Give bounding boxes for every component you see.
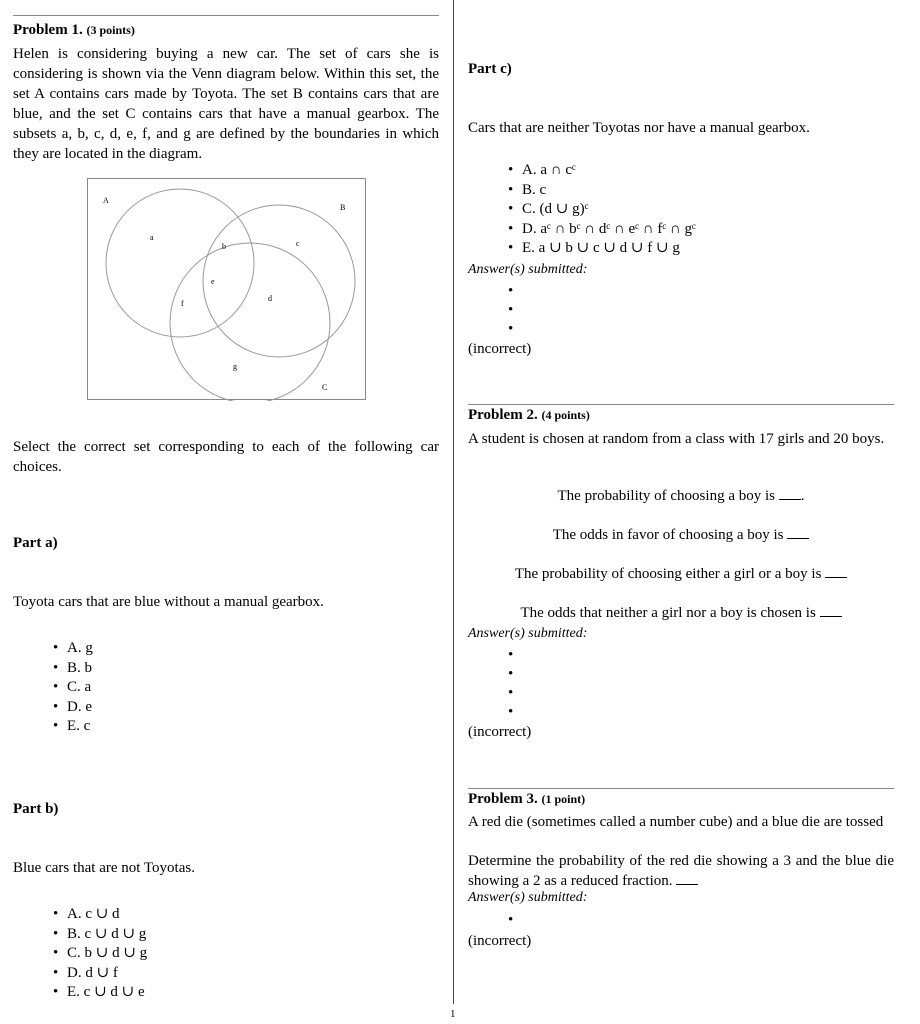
venn-diagram bbox=[87, 178, 366, 400]
part-b-option-e: • E. c ∪ d ∪ e bbox=[53, 983, 147, 1003]
problem2-question-1: The probability of choosing a boy is . bbox=[557, 488, 805, 504]
problem3-answers-label: Answer(s) submitted: bbox=[468, 890, 588, 905]
problem2-question-4: The odds that neither a girl nor a boy is chosen is bbox=[468, 604, 894, 622]
part-a-option-b: • B. b bbox=[53, 659, 93, 679]
problem2-answer-bullet-4: • bbox=[508, 704, 514, 720]
part-a-options bbox=[53, 639, 93, 737]
part-b-question: Blue cars that are not Toyotas. bbox=[13, 860, 195, 876]
venn-region-e: e bbox=[211, 277, 215, 286]
part-c-question: Cars that are neither Toyotas nor have a manual gearbox. bbox=[468, 120, 810, 136]
problem3-question: Determine the probability of the red die showing a 3 and the blue die showing a 2 as a reduced fraction. bbox=[468, 853, 894, 889]
part-b-options bbox=[53, 905, 147, 1003]
part-c-option-a: • A. a ∩ cᶜ bbox=[508, 161, 696, 181]
problem3-rule bbox=[468, 788, 894, 789]
problem3-intro: A red die (sometimes called a number cube) and a blue die are tossed bbox=[468, 814, 884, 830]
answer-blank[interactable] bbox=[676, 872, 698, 885]
column-divider bbox=[453, 0, 454, 1004]
problem1-intro: Helen is considering buying a new car. The set of cars she is considering is shown via the Venn diagram below. Within this set, the set A contains cars made by Toyota. The set B contains cars that are blue, and the set C contains cars that have a manual gearbox. The subsets a, b, c, d, e, f, and g are defined by the boundaries in which they are located in the diagram. bbox=[13, 46, 439, 162]
venn-region-g: g bbox=[233, 362, 237, 371]
part-c-title: Part c) bbox=[468, 61, 512, 77]
part-c-answer-bullet-3: • bbox=[508, 321, 514, 337]
problem1-instruction: Select the correct set corresponding to each of the following car choices. bbox=[13, 439, 439, 475]
part-b-title: Part b) bbox=[13, 801, 59, 817]
problem2-question-3: The probability of choosing either a girl or a boy is bbox=[468, 565, 894, 583]
problem2-question-2: The odds in favor of choosing a boy is bbox=[468, 526, 894, 544]
problem2-title: Problem 2. (4 points) bbox=[468, 407, 590, 423]
problem2-answers-label: Answer(s) submitted: bbox=[468, 626, 588, 641]
venn-svg bbox=[88, 179, 367, 401]
part-b-option-a: • A. c ∪ d bbox=[53, 905, 147, 925]
part-b-option-c: • C. b ∪ d ∪ g bbox=[53, 944, 147, 964]
part-a-title: Part a) bbox=[13, 535, 58, 551]
part-a-option-a: • A. g bbox=[53, 639, 93, 659]
part-c-status: (incorrect) bbox=[468, 341, 532, 357]
answer-blank[interactable] bbox=[787, 526, 809, 539]
part-c-answers-label: Answer(s) submitted: bbox=[468, 262, 588, 277]
venn-region-f: f bbox=[181, 299, 184, 308]
venn-region-d: d bbox=[268, 294, 272, 303]
problem1-rule bbox=[13, 15, 439, 16]
venn-circle-b bbox=[203, 205, 355, 357]
problem2-answer-bullet-1: • bbox=[508, 647, 514, 663]
problem1-title: Problem 1. (3 points) bbox=[13, 22, 135, 38]
venn-region-c: c bbox=[296, 239, 300, 248]
answer-blank[interactable] bbox=[825, 565, 847, 578]
problem2-status: (incorrect) bbox=[468, 724, 532, 740]
part-c-option-c: • C. (d ∪ g)ᶜ bbox=[508, 200, 696, 220]
problem3-title: Problem 3. (1 point) bbox=[468, 791, 586, 807]
problem2-rule bbox=[468, 404, 894, 405]
venn-set-label-b: B bbox=[340, 203, 346, 212]
part-a-question: Toyota cars that are blue without a manual gearbox. bbox=[13, 594, 324, 610]
part-a-option-c: • C. a bbox=[53, 678, 93, 698]
venn-region-b: b bbox=[222, 242, 226, 251]
answer-blank[interactable] bbox=[779, 487, 801, 500]
problem2-answer-bullet-3: • bbox=[508, 685, 514, 701]
part-c-option-d: • D. aᶜ ∩ bᶜ ∩ dᶜ ∩ eᶜ ∩ fᶜ ∩ gᶜ bbox=[508, 220, 696, 240]
part-c-options bbox=[508, 161, 696, 259]
venn-circle-a bbox=[106, 189, 254, 337]
part-a-option-d: • D. e bbox=[53, 698, 93, 718]
page-number: 1 bbox=[450, 1008, 456, 1020]
problem3-status: (incorrect) bbox=[468, 933, 532, 949]
part-c-answer-bullet-2: • bbox=[508, 302, 514, 318]
problem2-answer-bullet-2: • bbox=[508, 666, 514, 682]
problem3-answer-bullet-1: • bbox=[508, 912, 514, 928]
part-b-option-b: • B. c ∪ d ∪ g bbox=[53, 925, 147, 945]
part-a-option-e: • E. c bbox=[53, 717, 93, 737]
problem2-intro: A student is chosen at random from a class with 17 girls and 20 boys. bbox=[468, 431, 885, 447]
part-c-option-e: • E. a ∪ b ∪ c ∪ d ∪ f ∪ g bbox=[508, 239, 696, 259]
part-c-answer-bullet-1: • bbox=[508, 283, 514, 299]
answer-blank[interactable] bbox=[820, 604, 842, 617]
venn-region-a: a bbox=[150, 233, 154, 242]
venn-set-label-a: A bbox=[103, 196, 109, 205]
part-b-option-d: • D. d ∪ f bbox=[53, 964, 147, 984]
venn-circle-c bbox=[170, 243, 330, 401]
venn-set-label-c: C bbox=[322, 383, 328, 392]
part-c-option-b: • B. c bbox=[508, 181, 696, 201]
